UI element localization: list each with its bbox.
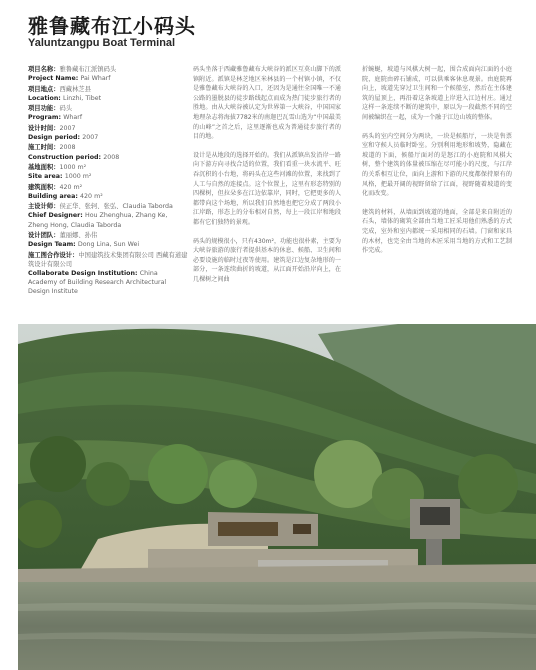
info-row — [28, 85, 188, 103]
info-zh-value: 码头 — [59, 105, 73, 113]
body-paragraph: 设计是从地段的选择开始的。我们从派镇出发沿岸一路向下游方向寻找合适的位置，我们看重一块水流平、旺吞沉积的小台地，将码头在这些河滩的位置，来找到了人工与自然的连接点。这个位置上，这里有形态特别的四棵树，但拉朵多在江边依靠岸，同时，它把更多的人都带向这个场地，所以我们自然地也把它分成了两段小江岸路，形态上的分布相对自然，每上一段江岸和地段都有它们独特的景观。 — [193, 151, 341, 226]
info-en-label: Site area: — [28, 173, 65, 181]
info-zh-line — [28, 202, 188, 211]
info-row — [28, 65, 188, 83]
info-row — [28, 163, 188, 181]
info-row — [28, 231, 188, 249]
info-zh-value: 董丽娜、孙伟 — [59, 231, 98, 239]
info-zh-line — [28, 104, 188, 113]
info-zh-label: 设计时间： — [28, 124, 60, 132]
info-zh-label: 基地面积： — [28, 163, 60, 171]
info-en-label: Design Team: — [28, 241, 78, 249]
info-en-value: 2007 — [82, 133, 99, 141]
info-zh-label: 设计团队： — [28, 231, 60, 239]
info-en-value: Dong Lina, Sun Wei — [77, 241, 140, 249]
info-row — [28, 183, 188, 201]
info-en-label: Collaborate Design Institution: — [28, 269, 140, 277]
info-zh-value: 西藏林芝县 — [59, 85, 91, 93]
body-paragraph: 折蜿蜒，坡道与风棋大树一起，围合成面向江面的小庭院，庭院由碎石铺成，可以供乘客休息观景。由庭院再向上，坡道先穿过卫生间和一个候船室，然后在主体建筑的屋顶上，再沿着这条坡道上岸进入江边村庄。通过这样一条连续不断的建筑中，原以为一段截然不同的空间被编织在一起，成为一个融于江边山坡的整体。 — [362, 66, 512, 121]
info-zh-line — [28, 143, 188, 152]
info-en-label: Project Name: — [28, 75, 81, 83]
info-en-line — [28, 133, 188, 142]
body-paragraph: 码头的规模很小，只有430m²，功能也很朴素，主要为大峡谷旅游的旅行者提供基本的休息、候船、卫生间和必要设施的临时过夜等使用。建筑是江边复杂地形的一部分，一条连续曲折的坡道，从江面开始沿岸向上，在几棵树之间曲 — [193, 237, 341, 283]
info-zh-value: 1000 m² — [59, 163, 87, 171]
info-zh-value: 侯正华、张轲、张弘、Claudia Taborda — [59, 203, 173, 211]
info-en-line — [28, 172, 188, 181]
info-zh-line — [28, 251, 188, 269]
info-zh-value: 2007 — [59, 124, 76, 132]
landscape-photo-image — [18, 324, 536, 670]
info-en-line — [28, 94, 188, 103]
info-en-label: Chief Designer: — [28, 212, 85, 220]
info-en-value: Pai Wharf — [80, 75, 111, 83]
info-en-line — [28, 240, 188, 249]
info-en-line — [28, 211, 188, 229]
info-row — [28, 143, 188, 161]
article-title-en: Yaluntzangpu Boat Terminal — [28, 37, 176, 49]
info-zh-label: 项目名称： — [28, 66, 60, 73]
info-row — [28, 251, 188, 297]
info-en-value: 1000 m² — [64, 173, 92, 181]
info-en-value: China Academy of Building Research Architectural Design Institute — [28, 269, 167, 296]
info-en-value: 2008 — [103, 153, 120, 161]
info-zh-value: 420 m² — [59, 183, 83, 191]
info-en-label: Construction period: — [28, 153, 104, 161]
info-en-line — [28, 269, 188, 297]
info-en-label: Building area: — [28, 192, 81, 200]
body-column-2 — [193, 65, 341, 293]
info-zh-value: 中国建筑技术集团有限公司 西藏有道建筑设计有限公司 — [28, 251, 188, 268]
info-zh-label: 主设计师： — [28, 203, 60, 211]
info-en-line — [28, 153, 188, 162]
info-zh-value: 2008 — [59, 144, 76, 152]
info-row — [28, 124, 188, 142]
info-zh-line — [28, 124, 188, 133]
info-en-label: Location: — [28, 94, 64, 102]
info-zh-label: 施工时间： — [28, 144, 60, 152]
info-en-label: Program: — [28, 114, 64, 122]
info-zh-line — [28, 65, 188, 74]
info-zh-label: 项目功能： — [28, 105, 60, 113]
info-en-line — [28, 192, 188, 201]
boat-terminal-photo — [18, 324, 536, 670]
info-en-value: Hou Zhenghua, Zhang Ke, Zheng Hong, Claudia Taborda — [28, 212, 168, 229]
info-zh-value: 雅鲁藏布江派镇码头 — [59, 66, 117, 73]
info-en-line — [28, 113, 188, 122]
info-zh-line — [28, 231, 188, 240]
body-paragraph: 码头的室内空间分为两块，一块是候船厅，一块是售票室和守候人员临时卧室。分别利用地形和坡势，隐藏在坡道的下面，候船厅面对的是怒江的小庭院和风棋大树，整个建筑的体量被压缩在尽可能小的尺度，与江岸的关系相互让位，面向上游和下游的尺度都保持原有的风格，把最开阔的视野留给了江面，视野随着坡道的变化而改变。 — [362, 132, 512, 198]
body-paragraph: 码头坐落于西藏雅鲁藏布大峡谷的派区互莫山脚下的派镇附近。派镇是林芝地区米林县的一个村镇小镇，不仅是雅鲁藏布大峡谷的入口，还因为是通往全国唯一不通公路的墨脱县的徒步路线起点而成为热门徒步旅行者的胜地。由从大峡谷被认定为世界第一大峡谷，中国国家地理杂志将海拔7782米的南迦巴瓦雪山选为“中国最美的山峰”之首之后，这里逐渐也成为普通徒步旅行者的目的地。 — [193, 66, 341, 141]
info-en-value: Wharf — [63, 114, 83, 122]
info-zh-label: 施工图合作设计： — [28, 251, 79, 259]
info-en-value: 420 m² — [80, 192, 103, 200]
body-column-3 — [362, 65, 512, 265]
info-zh-line — [28, 85, 188, 94]
info-zh-label: 项目地点： — [28, 85, 60, 93]
info-en-label: Design period: — [28, 133, 83, 141]
body-paragraph: 建筑的材料，从墙面到坡道的地面，全部是来自附近的石头，墙体的砌筑全部由当地工匠采用他们熟悉的方式完成，室外和室内都统一采用相同的石墙。门窗和家具的木材，也完全由当地的木匠采用当地的方式和工艺制作完成。 — [362, 208, 512, 255]
info-zh-label: 建筑面积： — [28, 183, 60, 191]
info-row — [28, 202, 188, 230]
info-zh-line — [28, 183, 188, 192]
info-row — [28, 104, 188, 122]
info-en-line — [28, 74, 188, 83]
project-info — [28, 65, 188, 298]
article-title-zh: 雅鲁藏布江小码头 — [28, 14, 196, 38]
info-en-value: Linzhi, Tibet — [63, 94, 102, 102]
info-zh-line — [28, 163, 188, 172]
